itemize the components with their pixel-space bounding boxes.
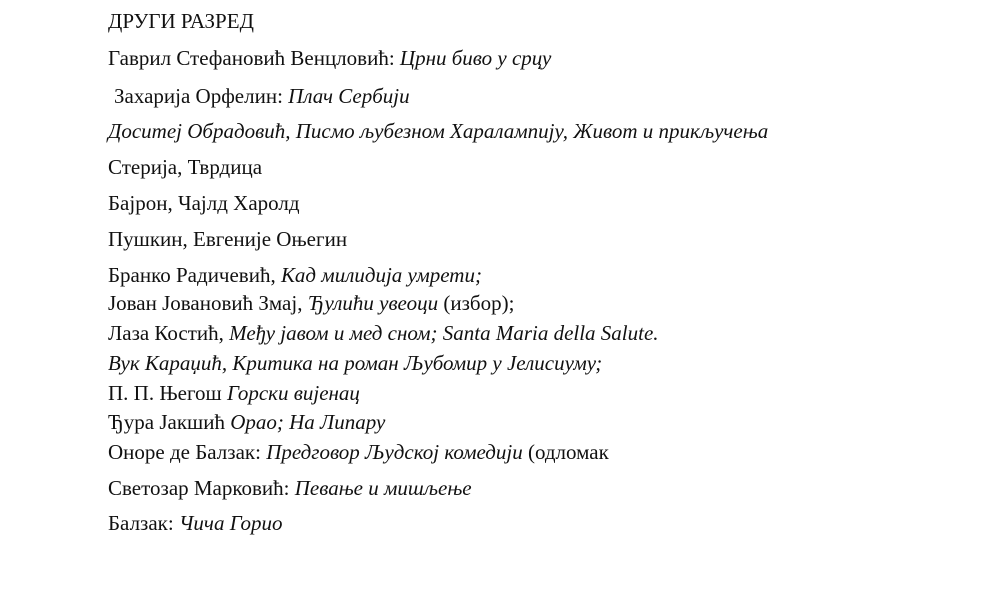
work-title: Кад милидија умрети; [280, 263, 482, 287]
work-title: Предговор Људској комедији [266, 440, 523, 464]
reading-list-item [108, 350, 602, 376]
author-text: П. П. Његош [108, 381, 227, 405]
author-text: Лаза Костић, [108, 321, 230, 345]
work-title: Орао; На Липару [230, 410, 386, 434]
note-text: (одломак [522, 440, 609, 464]
work-title: Црни биво у срцу [399, 46, 552, 70]
author-text: Балзак: [108, 511, 179, 535]
work-title: Горски вијенац [226, 381, 360, 405]
reading-list-item [108, 320, 659, 346]
author-text: Гаврил Стефановић Венцловић: [108, 46, 400, 70]
reading-list-item [108, 409, 385, 435]
note-text: (избор); [438, 291, 515, 315]
work-title: Међу јавом и мед сном; Santa Maria della Salute. [229, 321, 659, 345]
work-title: Чича Горио [178, 511, 283, 535]
reading-list-item [108, 118, 768, 144]
reading-list-item [108, 290, 514, 316]
author-text: Оноре де Балзак: [108, 440, 267, 464]
work-title: Вук Караџић, Критика на роман Љубомир у Јелисиуму; [108, 351, 603, 375]
work-title: Плач Сербији [288, 84, 410, 108]
author-text: Светозар Марковић: [108, 476, 295, 500]
reading-list-item [108, 226, 347, 252]
reading-list-item [108, 154, 262, 180]
author-text: Ђура Јакшић [108, 410, 231, 434]
reading-list-item [108, 380, 360, 406]
author-text: Пушкин, Евгеније Оњегин [108, 227, 348, 251]
section-heading: ДРУГИ РАЗРЕД [108, 9, 254, 33]
author-text: Стерија, Тврдица [108, 155, 263, 179]
reading-list-item [108, 190, 300, 216]
author-text: Бранко Радичевић, [108, 263, 281, 287]
reading-list-item [114, 83, 410, 109]
reading-list-item [108, 439, 609, 465]
work-title: Ђулићи увеоци [307, 291, 439, 315]
reading-list-item [108, 45, 551, 71]
work-title: Певање и мишљење [294, 476, 472, 500]
reading-list-item [108, 510, 283, 536]
work-title: Доситеј Обрадовић, Писмо љубезном Харалампију, Живот и прикључења [108, 119, 769, 143]
author-text: Јован Јовановић Змај, [108, 291, 308, 315]
author-text: Захарија Орфелин: [114, 84, 289, 108]
reading-list-item [108, 475, 472, 501]
reading-list-item [108, 262, 482, 288]
author-text: Бајрон, Чајлд Харолд [108, 191, 300, 215]
